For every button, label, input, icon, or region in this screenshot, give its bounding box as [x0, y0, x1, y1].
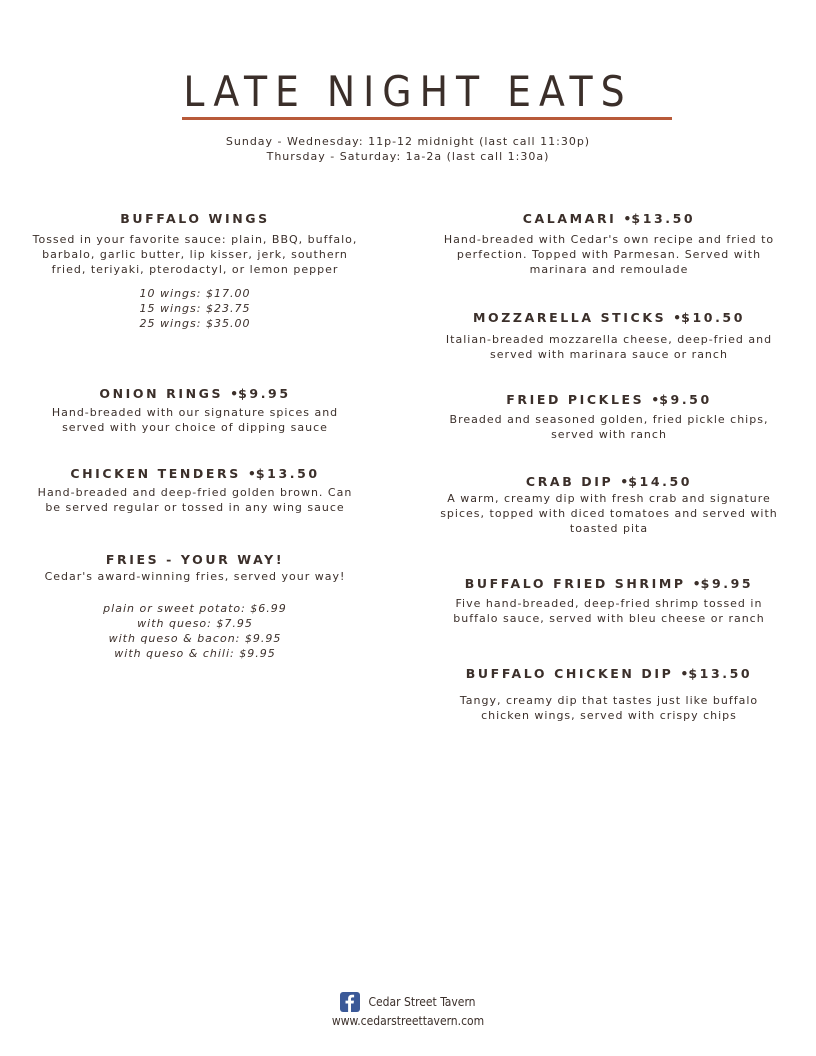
facebook-icon[interactable] — [340, 992, 360, 1012]
menu-item-buffalo-chicken-dip — [436, 665, 782, 723]
item-name: BUFFALO WINGS — [120, 211, 270, 226]
item-price: $10.50 — [681, 310, 746, 325]
fries-option-list — [28, 601, 362, 661]
item-name: CHICKEN TENDERS — [70, 466, 241, 481]
hours-block — [0, 134, 816, 164]
fries-option: with queso & bacon: $9.95 — [108, 632, 282, 645]
item-name: BUFFALO CHICKEN DIP — [465, 666, 674, 681]
item-heading: ONION RINGS •$9.95 — [99, 386, 291, 401]
item-description: Hand-breaded and deep-fried golden brown. Can be served regular or tossed in any wing sauce — [37, 486, 353, 514]
item-name: FRIED PICKLES — [506, 392, 645, 407]
social-name[interactable]: Cedar Street Tavern — [368, 995, 476, 1009]
item-description: A warm, creamy dip with fresh crab and signature spices, topped with diced tomatoes and served with toasted pita — [440, 492, 778, 535]
hours-line-sun-wed: Sunday - Wednesday: 11p-12 midnight (last call 11:30p) — [225, 135, 591, 148]
hours-line-thu-sat: Thursday - Saturday: 1a-2a (last call 1:30a) — [266, 150, 550, 163]
item-price: $13.50 — [631, 211, 696, 226]
menu-item-calamari — [436, 210, 782, 277]
menu-item-onion-rings — [28, 385, 362, 435]
item-price: $9.50 — [659, 392, 712, 407]
item-name: ONION RINGS — [99, 386, 224, 401]
item-name: CALAMARI — [522, 211, 617, 226]
price-option: 15 wings: $23.75 — [139, 302, 251, 315]
fries-option: with queso: $7.95 — [137, 617, 253, 630]
wing-price-list — [28, 286, 362, 331]
item-heading: BUFFALO CHICKEN DIP •$13.50 — [465, 666, 753, 681]
item-price: $9.95 — [700, 576, 754, 591]
item-description: Breaded and seasoned golden, fried pickle chips, served with ranch — [449, 413, 769, 441]
menu-item-mozzarella-sticks — [436, 309, 782, 362]
item-heading: MOZZARELLA STICKS •$10.50 — [472, 310, 746, 325]
item-heading: BUFFALO FRIED SHRIMP •$9.95 — [464, 576, 754, 591]
fries-option: plain or sweet potato: $6.99 — [103, 602, 287, 615]
item-description: Hand-breaded with our signature spices and served with your choice of dipping sauce — [51, 406, 339, 434]
item-price: $9.95 — [238, 386, 291, 401]
website-link[interactable]: www.cedarstreettavern.com — [331, 1014, 485, 1028]
menu-item-crab-dip — [436, 473, 782, 536]
item-price: $14.50 — [628, 474, 693, 489]
menu-item-buffalo-wings — [28, 210, 362, 331]
menu-title: LATE NIGHT EATS — [183, 67, 633, 116]
item-heading: CHICKEN TENDERS •$13.50 — [70, 466, 320, 481]
item-price: $13.50 — [255, 466, 320, 481]
item-price: $13.50 — [688, 666, 753, 681]
item-name: CRAB DIP — [525, 474, 614, 489]
price-option: 10 wings: $17.00 — [139, 287, 251, 300]
item-description: Tangy, creamy dip that tastes just like buffalo chicken wings, served with crispy chips — [459, 694, 759, 722]
menu-item-fries — [28, 551, 362, 661]
item-heading: FRIED PICKLES •$9.50 — [506, 392, 712, 407]
item-description: Five hand-breaded, deep-fried shrimp tossed in buffalo sauce, served with bleu cheese or ranch — [453, 597, 765, 625]
item-name: MOZZARELLA STICKS — [472, 310, 667, 325]
menu-item-buffalo-fried-shrimp — [436, 575, 782, 626]
item-description: Tossed in your favorite sauce: plain, BBQ, buffalo, barbalo, garlic butter, lip kisser, jerk, southern fried, teriyaki, pterodactyl, or lemon pepper — [32, 233, 358, 276]
title-divider — [182, 117, 672, 120]
item-heading: CRAB DIP •$14.50 — [525, 474, 693, 489]
item-description: Hand-breaded with Cedar's own recipe and fried to perfection. Topped with Parmesan. Served with marinara and remoulade — [443, 233, 775, 276]
item-heading: CALAMARI •$13.50 — [522, 211, 696, 226]
item-description: Italian-breaded mozzarella cheese, deep-fried and served with marinara sauce or ranch — [445, 333, 773, 361]
item-name: FRIES - YOUR WAY! — [105, 552, 285, 567]
fries-option: with queso & chili: $9.95 — [114, 647, 276, 660]
item-name: BUFFALO FRIED SHRIMP — [464, 576, 686, 591]
item-description: Cedar's award-winning fries, served your way! — [44, 570, 346, 583]
menu-item-fried-pickles — [436, 391, 782, 442]
price-option: 25 wings: $35.00 — [139, 317, 251, 330]
menu-item-chicken-tenders — [28, 465, 362, 515]
social-row — [0, 992, 816, 1012]
